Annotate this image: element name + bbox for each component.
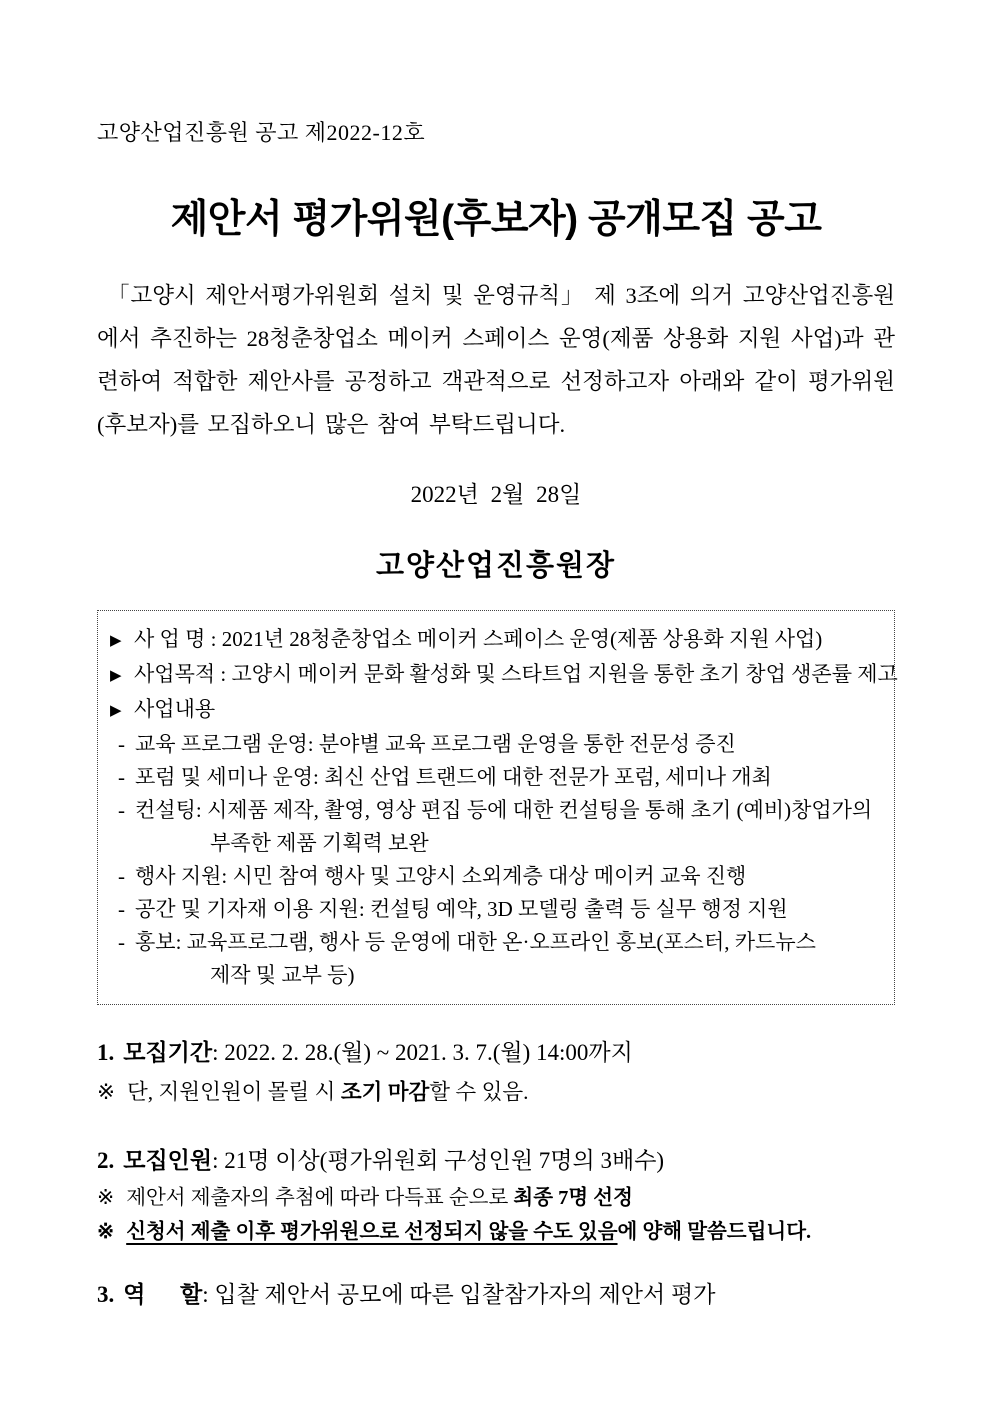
info-line-promo [110,926,882,959]
section-3-heading [97,1275,895,1315]
dash-icon: - [118,930,125,954]
info-line-event [110,860,882,893]
info-line-forum [110,761,882,794]
section-2-note-1 [97,1181,895,1215]
info-line-space [110,893,882,926]
section-number: 3. [97,1282,115,1307]
info-line-text: 컨설팅: 시제품 제작, 촬영, 영상 편집 등에 대한 컨설팅을 통해 초기 (예비)창업가의 [135,798,873,822]
dash-icon: - [118,765,125,789]
info-line-education [110,728,882,761]
info-line-text: 부족한 제품 기획력 보완 [210,831,429,855]
info-line-text: 포럼 및 세미나 운영: 최신 산업 트랜드에 대한 전문가 포럼, 세미나 개최 [135,765,772,789]
announcement-date: 2022년 2월 28일 [410,482,582,507]
dash-icon: - [118,864,125,888]
signer-name: 고양산업진흥원장 [375,550,617,582]
triangle-bullet-icon: ▶ [110,703,122,719]
triangle-bullet-icon: ▶ [110,668,122,684]
section-number: 1. [97,1040,115,1065]
reference-mark-icon: ※ [97,1187,115,1209]
info-line-text: 홍보: 교육프로그램, 행사 등 운영에 대한 온·오프라인 홍보(포스터, 카드뉴스 [135,930,816,954]
section-label: 모집인원 [123,1148,213,1173]
note-text: 단, 지원인원이 몰릴 시 [127,1080,341,1104]
section-recruit-headcount [97,1141,895,1249]
section-recruit-period [97,1033,895,1111]
info-line-promo-wrap [110,959,882,992]
reference-mark-icon: ※ [97,1080,116,1104]
section-1-heading [97,1033,895,1073]
info-line-text: 사 업 명 : 2021년 28청춘창업소 메이커 스페이스 운영(제품 상용화 지원 사업) [134,627,823,651]
info-line-text: 교육 프로그램 운영: 분야별 교육 프로그램 운영을 통한 전문성 증진 [135,732,736,756]
section-label: 역 할 [123,1282,203,1307]
project-info-box [97,610,898,1005]
note-text-underline: 신청서 제출 이후 평가위원으로 선정되지 않을 수도 있음 [126,1221,618,1243]
dash-icon: - [118,732,125,756]
note-text: 할 수 있음. [429,1080,529,1104]
dash-icon: - [118,798,125,822]
note-text: 제안서 제출자의 추첨에 따라 다득표 순으로 [126,1187,514,1209]
section-role [97,1275,895,1315]
info-line-text: 행사 지원: 시민 참여 행사 및 고양시 소외계층 대상 메이커 교육 진행 [135,864,747,888]
reference-mark-icon: ※ [97,1221,115,1243]
section-2-heading [97,1141,895,1181]
info-line-consulting [110,794,882,827]
note-text-bold: 조기 마감 [340,1080,430,1104]
info-line-consulting-wrap [110,827,882,860]
info-line-text: 공간 및 기자재 이용 지원: 컨설팅 예약, 3D 모델링 출력 등 실무 행정 지원 [135,897,788,921]
info-line-contents [110,693,882,728]
info-line-text: 사업목적 : 고양시 메이커 문화 활성화 및 스타트업 지원을 통한 초기 창업 생존률 제고 [134,662,898,686]
info-line-purpose [110,658,898,693]
info-line-text: 사업내용 [134,697,216,721]
section-text: : 2022. 2. 28.(월) ~ 2021. 3. 7.(월) 14:00까지 [212,1040,633,1065]
section-1-note [97,1073,895,1111]
dash-icon: - [118,897,125,921]
page-title: 제안서 평가위원(후보자) 공개모집 공고 [170,198,822,241]
triangle-bullet-icon: ▶ [110,633,122,649]
section-number: 2. [97,1148,115,1173]
section-label: 모집기간 [123,1040,213,1065]
section-text: : 입찰 제안서 공모에 따른 입찰참가자의 제안서 평가 [202,1282,716,1307]
doc-number: 고양산업진흥원 공고 제2022-12호 [97,120,426,145]
section-text: : 21명 이상(평가위원회 구성인원 7명의 3배수) [212,1148,665,1173]
note-text: 에 양해 말씀드립니다. [617,1221,812,1243]
note-text-bold: 최종 7명 선정 [513,1187,633,1209]
info-line-text: 제작 및 교부 등) [210,963,355,987]
info-line-business-name [110,623,882,658]
intro-paragraph: 「고양시 제안서평가위원회 설치 및 운영규칙」 제 3조에 의거 고양산업진흥원에서 추진하는 28청춘창업소 메이커 스페이스 운영(제품 상용화 지원 사업)과 관련하여 적합한 제안사를 공정하고 객관적으로 선정하고자 아래와 같이 평가위원(후보자)를 모집하오니 많은 참여 부탁드립니다. [97,283,895,437]
section-2-note-2 [97,1215,895,1249]
